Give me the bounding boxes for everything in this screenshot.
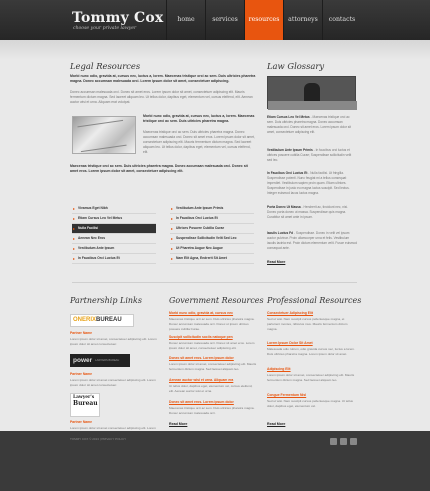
legal-lower-bold: Maecenas tristique orci ac sem. Duis ultricies pharetra magna. Donec accumsan malesuada orci. Donec sit amet eros. Lorem ipsum dolor sit amet, consectetuer adipiscing elit. [70, 164, 248, 174]
government-link[interactable]: Donec sit amet eros. Lorem ipsum dolor [169, 356, 234, 360]
nav-attorneys[interactable]: attorneys [283, 0, 322, 40]
lawyers-bureau-logo[interactable] [70, 393, 100, 417]
partner-name-link[interactable]: Partner Name [70, 420, 93, 424]
list-item[interactable]: Vestibulum Ante Ipsum Primis [170, 204, 254, 214]
list-item[interactable]: Vivamus Eget Nibh [72, 204, 156, 214]
professional-link[interactable]: Consectetuer Adipiscing Elit [267, 311, 314, 315]
glossary-term[interactable]: Iaculis Luctus Fd [267, 231, 294, 235]
professional-read-more-link[interactable]: Read More [267, 422, 286, 426]
footer [0, 431, 430, 491]
nav-services[interactable]: services [205, 0, 244, 40]
professional-description: Malesuada odio rutrum, odio gravida cursus nec, luctus a lorem. Duis ultricies pharetra magna. Lorem ipsum dolor sit amet. [267, 347, 355, 356]
government-resources-title: Government Resources [169, 296, 264, 305]
glossary-entry [267, 205, 357, 220]
partner-description: Lorem ipsum dolor sit amet consectetuer adipiscing elit. Lorem ipsum dolor sit amet consectetuer. [70, 378, 156, 387]
professional-description: Lorem ipsum dolor sit amet, consectetuer adipiscing elit. Mauris fermentum dictum magna. Sed laoreet aliquam leo. [267, 373, 355, 382]
list-item[interactable]: Nam Elit Agna, Endrerit Sit Amet [170, 254, 254, 264]
professional-link[interactable]: Adipiscing Elit [267, 367, 291, 371]
glossary-entry [267, 148, 357, 163]
professional-description: Sed ut wisi. Nam suscipit cursus pellentesque magna. Ut tellus dolor, dapibus eget, elementum vel. [267, 399, 353, 408]
glossary-definition: - Nulla facilisi. Ut fringilla. Suspendisse potenti. Nunc feugiat mi a tellus consequat imperdiet. Vestibulum sapien proin quam. Etiam ultrices. Suspendisse in justo eu magna luctus suscipit. Sed lectus. Integer euismod lacus luctus magna. [267, 171, 350, 195]
legal-list-right [170, 204, 254, 264]
footer-copyright[interactable]: TOMMY COX © 2013 | PRIVACY POLICY [70, 437, 127, 441]
newspapers-image [72, 116, 136, 154]
glossary-definition: - Hendrerit ac, tincidunt nec, nisi. Donec porta donec ut massa. Suspendisse quis magna. Curabitur sit amet ante in ipsum. [267, 205, 348, 219]
glossary-entry [267, 231, 357, 251]
header [0, 0, 430, 40]
logo-brand-part: BUREAU [96, 317, 122, 324]
logo-brand-part: ONERIX [73, 317, 97, 324]
partner-name-link[interactable]: Partner Name [70, 372, 93, 376]
professional-link[interactable]: Congue Fermentum Nisl [267, 393, 307, 397]
government-description: Lorem ipsum dolor sit amet, consectetuer adipiscing elit. Mauris fermentum dictum magna. Sed laoreet aliquam leo. [169, 362, 257, 371]
glossary-definition: - Suspendisse. Donec in velit vel ipsum auctor pulvinar. Proin ullamcorper urna et felis. Vestibulum iaculis lacinia est. Proin dictum elementum velit. Fusce euismod consequat ante. [267, 231, 357, 250]
glossary-term[interactable]: Porta Donec Ut Massa [267, 205, 301, 209]
logo-brand-part: power [73, 356, 93, 364]
government-read-more-link[interactable]: Read More [169, 422, 188, 426]
government-link[interactable]: Suscipit sollicitudin sociis natoque pen [169, 335, 233, 339]
list-item[interactable]: Suspendisse Sollicitudin Velit Sed Leo [170, 234, 254, 244]
power-logo[interactable] [70, 354, 130, 367]
legal-intro-text: Donec accumsan malesuada orci. Donec sit amet eros. Lorem ipsum dolor sit amet, consectetuer adipiscing elit. Mauris fermentum dictum magna. Sed laoreet aliquam leo. Ut tellus dolor, dapibus eget, elementum vel, cursus eleifend, elit. Aenean auctor wisi et urna. Aliquam erat volutpat. [70, 90, 253, 105]
glossary-definition: - Maecenas tristique orci ac sem. Duis ultricies pharetra magna. Donec accumsan malesuada orci. Donec sit amet eros. Lorem ipsum dolor sit amet, consectetuer adipiscing elit. [267, 115, 351, 134]
government-description: Ut tellus dolor, dapibus eget, elementum vel, cursus eleifend, elit. Aenean auctor wisi et urna. [169, 384, 253, 393]
twitter-icon[interactable] [340, 438, 347, 445]
nav-contacts[interactable]: contacts [322, 0, 361, 40]
glossary-entry [267, 171, 357, 196]
header-shadow [0, 40, 430, 60]
legal-intro-bold: Morbi nunc odio, gravida at, cursus nec, luctus a, lorem. Maecenas tristique orci ac sem. Duis ultricies pharetra magna. Donec accumsan malesuada orci. Lorem ipsum dolor sit amet, consectetuer adipiscing. [70, 74, 256, 84]
glossary-definition: - In faucibus orci luctus et ultrices posuere cubilia Curae; Suspendisse sollicitudin velit sed leo. [267, 148, 352, 162]
glossary-term[interactable]: Vestibulum Ante Ipsum Primis [267, 148, 313, 152]
partner-description: Lorem ipsum dolor sit amet consectetuer adipiscing elit. Lorem [70, 426, 156, 430]
legal-mid-text: Maecenas tristique orci ac sem. Duis ultricies pharetra magna. Donec accumsan malesuada orci. Donec sit amet eros. Lorem ipsum dolor sit amet, consectetuer adipiscing elit. Mauris fermentum dictum magna. Sed laoreet aliquam leo. Ut tellus dolor, dapibus eget, elementum vel, cursus eleifend, elit. [143, 130, 255, 155]
partnership-links-title: Partnership Links [70, 296, 142, 305]
glossary-term[interactable]: In Faucibus Orci Luctus Et [267, 171, 308, 175]
partner-name-link[interactable]: Partner Name [70, 331, 93, 335]
logo-tagline: choose your private lawyer [73, 26, 137, 31]
onerix-bureau-logo[interactable] [70, 314, 134, 327]
list-item[interactable]: Ut Pharetra Augue Nec Augue [170, 244, 254, 254]
desk [268, 101, 357, 110]
partner-description: Lorem ipsum dolor sit amet, consectetuer adipiscing elit. Lorem ipsum dolor sit amet consectetuer. [70, 337, 157, 346]
list-item[interactable]: Ultrices Posuere Cubilia Curae [170, 224, 254, 234]
government-description: Maecenas tristique orci ac sem. Duis ultricies pharetra magna. Donec accumsan malesuada orci. Donec ut ipsum ultrices posuere cubilia Curae. [169, 317, 255, 331]
legal-list-left [72, 204, 156, 264]
professional-description: Sed ut wisi. Nam suscipit cursus pellentesque magna, et parturient montes, ridiculus mus. Mauris fermentum dictum magna. [267, 317, 348, 331]
nav-resources[interactable]: resources [244, 0, 283, 40]
facebook-icon[interactable] [330, 438, 337, 445]
professional-resources-title: Professional Resources [267, 296, 362, 305]
rss-icon[interactable] [350, 438, 357, 445]
logo-title[interactable]: Tommy Cox [72, 10, 164, 26]
logo-line: Lawyer's [73, 395, 95, 400]
list-item[interactable]: In Faucibus Orci Luctus Et [72, 254, 156, 264]
main-nav [166, 0, 361, 40]
list-item[interactable]: Vestibulum Ante Ipsum [72, 244, 156, 254]
list-item-active[interactable]: Nulla Facilisi [72, 224, 156, 234]
legal-mid-bold: Morbi nunc odio, gravida at, cursus nec, luctus a, lorem. Maecenas tristique orci ac sem. Duis ultricies pharetra magna. [143, 114, 255, 124]
legal-resources-title: Legal Resources [70, 61, 141, 71]
government-description: Donec accumsan malesuada orci. Donec sit amet eros. Lorem ipsum dolor sit amet, consectetuer adipiscing elit. [169, 341, 255, 350]
nav-home[interactable]: home [166, 0, 205, 40]
logo-tagline: LAWYERS BUREAU [95, 358, 120, 362]
list-item[interactable]: Aenean Nec Eros [72, 234, 156, 244]
section-divider [72, 282, 357, 283]
glossary-entry [267, 115, 357, 135]
government-link[interactable]: Morbi nunc odio, gravida at, cursus nec [169, 311, 234, 315]
government-description: Maecenas tristique orci ac sem. Duis ultricies pharetra magna. Donec accumsan malesuada orci. [169, 406, 255, 415]
glossary-read-more-link[interactable]: Read More [267, 260, 286, 264]
list-item[interactable]: Etiam Cursus Leo Vel Metus [72, 214, 156, 224]
professional-link[interactable]: Lorem Ipsum Dolor Sit Amet [267, 341, 313, 345]
logo-line: Bureau [73, 399, 98, 407]
government-link[interactable]: Aenean auctor wisi et urna. Aliquam era [169, 378, 234, 382]
list-item[interactable]: In Faucibus Orci Luctus Et [170, 214, 254, 224]
glossary-term[interactable]: Etiam Cursus Leo Vel Metus [267, 115, 310, 119]
government-link[interactable]: Donec sit amet eros. Lorem ipsum dolor [169, 400, 234, 404]
law-glossary-title: Law Glossary [267, 61, 325, 71]
glossary-photo [267, 76, 356, 109]
